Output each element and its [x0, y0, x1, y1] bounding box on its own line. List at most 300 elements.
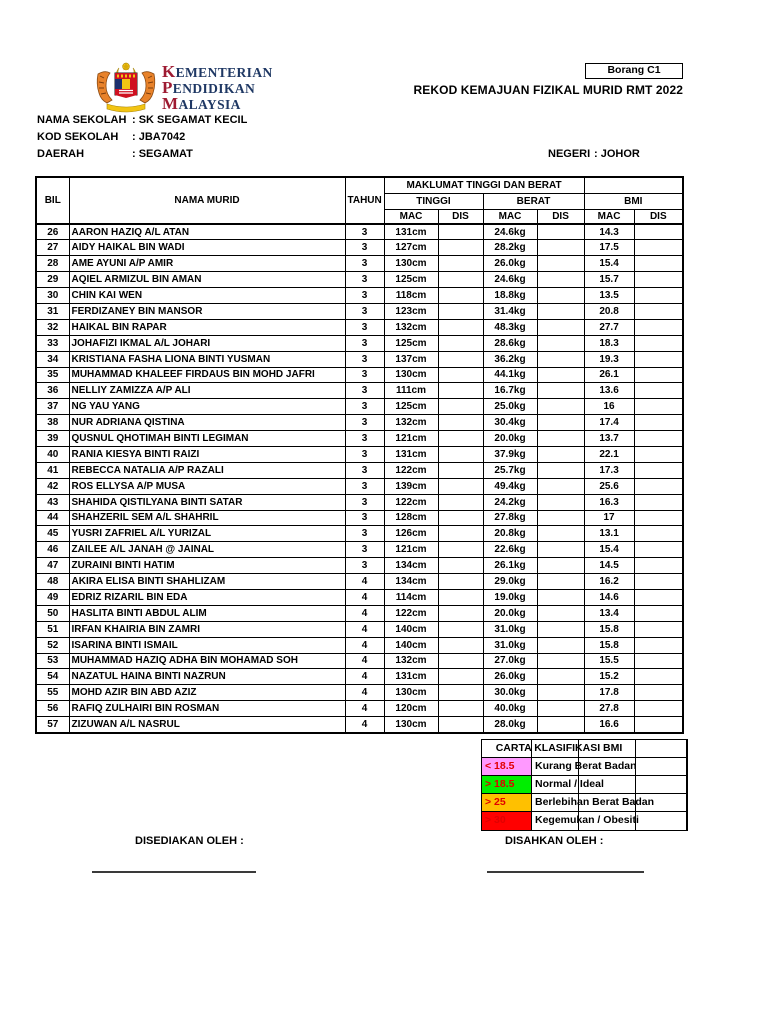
cell-bil: 44 — [36, 510, 69, 526]
cell-bmi-mac: 15.8 — [584, 621, 634, 637]
cell-height-mac: 137cm — [384, 351, 438, 367]
cell-year: 3 — [345, 526, 384, 542]
cell-weight-dis — [537, 462, 584, 478]
cell-bil: 42 — [36, 478, 69, 494]
cell-year: 3 — [345, 335, 384, 351]
cell-weight-dis — [537, 478, 584, 494]
cell-weight-dis — [537, 446, 584, 462]
cell-height-dis — [438, 303, 483, 319]
table-row — [36, 574, 683, 590]
ministry-line-3: MALAYSIA — [162, 94, 241, 113]
cell-height-mac: 131cm — [384, 446, 438, 462]
cell-bmi-mac: 13.6 — [584, 383, 634, 399]
cell-bmi-mac: 16 — [584, 399, 634, 415]
school-code-label: KOD SEKOLAH — [37, 131, 119, 143]
col-header-tinggi-mac: MAC — [384, 209, 438, 224]
cell-bil: 52 — [36, 637, 69, 653]
cell-bmi-mac: 14.3 — [584, 224, 634, 240]
cell-student-name: HAIKAL BIN RAPAR — [69, 319, 345, 335]
cell-year: 3 — [345, 431, 384, 447]
cell-height-dis — [438, 494, 483, 510]
cell-weight-mac: 24.6kg — [483, 272, 537, 288]
cell-bmi-mac: 17.3 — [584, 462, 634, 478]
cell-year: 3 — [345, 446, 384, 462]
bmi-range-value: < 18.5 — [485, 760, 515, 772]
cell-student-name: MUHAMMAD KHALEEF FIRDAUS BIN MOHD JAFRI — [69, 367, 345, 383]
cell-height-mac: 121cm — [384, 542, 438, 558]
bmi-range-value: > 30 — [485, 814, 506, 826]
cell-height-mac: 132cm — [384, 415, 438, 431]
table-row — [36, 399, 683, 415]
cell-weight-dis — [537, 589, 584, 605]
bmi-classification-label: Kurang Berat Badan — [535, 760, 637, 772]
cell-student-name: AKIRA ELISA BINTI SHAHLIZAM — [69, 574, 345, 590]
cell-student-name: MOHD AZIR BIN ABD AZIZ — [69, 685, 345, 701]
cell-height-dis — [438, 319, 483, 335]
cell-height-dis — [438, 589, 483, 605]
cell-weight-mac: 36.2kg — [483, 351, 537, 367]
cell-weight-dis — [537, 335, 584, 351]
cell-height-dis — [438, 653, 483, 669]
cell-height-dis — [438, 256, 483, 272]
cell-bmi-mac: 15.4 — [584, 256, 634, 272]
cell-weight-dis — [537, 256, 584, 272]
cell-student-name: ZIZUWAN A/L NASRUL — [69, 717, 345, 733]
approved-by-signature-line — [487, 871, 644, 873]
ministry-line-2: PENDIDIKAN — [162, 78, 256, 97]
cell-bmi-dis — [634, 224, 683, 240]
col-header-tahun: TAHUN — [345, 177, 384, 224]
cell-bmi-dis — [634, 415, 683, 431]
cell-bmi-dis — [634, 256, 683, 272]
district-row — [37, 146, 247, 163]
col-header-berat-mac: MAC — [483, 209, 537, 224]
cell-bil: 45 — [36, 526, 69, 542]
cell-height-dis — [438, 669, 483, 685]
cell-year: 4 — [345, 637, 384, 653]
prepared-by-signature-line — [92, 871, 256, 873]
cell-bmi-dis — [634, 494, 683, 510]
cell-student-name: NAZATUL HAINA BINTI NAZRUN — [69, 669, 345, 685]
cell-bmi-mac: 17.4 — [584, 415, 634, 431]
cell-bil: 36 — [36, 383, 69, 399]
cell-bmi-dis — [634, 383, 683, 399]
cell-bil: 43 — [36, 494, 69, 510]
cell-student-name: HASLITA BINTI ABDUL ALIM — [69, 605, 345, 621]
cell-height-mac: 131cm — [384, 669, 438, 685]
cell-weight-dis — [537, 319, 584, 335]
cell-height-mac: 131cm — [384, 224, 438, 240]
cell-bil: 26 — [36, 224, 69, 240]
cell-year: 3 — [345, 256, 384, 272]
table-row — [36, 303, 683, 319]
bmi-classification-label: Berlebihan Berat Badan — [535, 796, 655, 808]
cell-student-name: NELLIY ZAMIZZA A/P ALI — [69, 383, 345, 399]
cell-height-dis — [438, 272, 483, 288]
cell-student-name: SHAHIDA QISTILYANA BINTI SATAR — [69, 494, 345, 510]
cell-weight-dis — [537, 653, 584, 669]
cell-student-name: SHAHZERIL SEM A/L SHAHRIL — [69, 510, 345, 526]
cell-height-mac: 123cm — [384, 303, 438, 319]
cell-height-mac: 140cm — [384, 621, 438, 637]
ministry-line-1: KEMENTERIAN — [162, 62, 273, 81]
cell-year: 3 — [345, 542, 384, 558]
cell-height-mac: 132cm — [384, 319, 438, 335]
cell-bil: 35 — [36, 367, 69, 383]
school-name-value: : SK SEGAMAT KECIL — [132, 114, 248, 126]
cell-height-mac: 122cm — [384, 605, 438, 621]
table-row — [36, 431, 683, 447]
cell-student-name: NUR ADRIANA QISTINA — [69, 415, 345, 431]
cell-bmi-dis — [634, 605, 683, 621]
cell-weight-dis — [537, 701, 584, 717]
bmi-chart-row — [482, 794, 687, 812]
cell-year: 3 — [345, 478, 384, 494]
table-row — [36, 224, 683, 240]
table-row — [36, 256, 683, 272]
col-header-berat-dis: DIS — [537, 209, 584, 224]
cell-weight-dis — [537, 288, 584, 304]
table-row — [36, 446, 683, 462]
cell-bmi-mac: 20.8 — [584, 303, 634, 319]
cell-bmi-mac: 13.4 — [584, 605, 634, 621]
cell-height-mac: 125cm — [384, 335, 438, 351]
cell-height-mac: 134cm — [384, 574, 438, 590]
cell-year: 3 — [345, 224, 384, 240]
state-label: NEGERI — [548, 148, 591, 160]
bmi-chart-row — [482, 776, 687, 794]
cell-height-dis — [438, 558, 483, 574]
cell-height-mac: 118cm — [384, 288, 438, 304]
cell-weight-dis — [537, 399, 584, 415]
table-row — [36, 717, 683, 733]
col-header-bmi-dis: DIS — [634, 209, 683, 224]
cell-bil: 27 — [36, 240, 69, 256]
prepared-by-label: DISEDIAKAN OLEH : — [135, 835, 244, 847]
cell-height-dis — [438, 288, 483, 304]
cell-height-mac: 122cm — [384, 462, 438, 478]
student-records-table — [35, 176, 684, 734]
cell-bil: 28 — [36, 256, 69, 272]
cell-bmi-dis — [634, 510, 683, 526]
table-row — [36, 319, 683, 335]
cell-height-dis — [438, 351, 483, 367]
table-row — [36, 685, 683, 701]
cell-student-name: ROS ELLYSA A/P MUSA — [69, 478, 345, 494]
cell-year: 4 — [345, 701, 384, 717]
cell-weight-mac: 48.3kg — [483, 319, 537, 335]
cell-bil: 49 — [36, 589, 69, 605]
cell-height-dis — [438, 224, 483, 240]
table-row — [36, 669, 683, 685]
cell-height-mac: 134cm — [384, 558, 438, 574]
cell-height-dis — [438, 526, 483, 542]
cell-bil: 40 — [36, 446, 69, 462]
cell-student-name: RAFIQ ZULHAIRI BIN ROSMAN — [69, 701, 345, 717]
bmi-classification-label: Normal / Ideal — [535, 778, 604, 790]
malaysia-coat-of-arms-icon — [95, 60, 157, 114]
cell-student-name: YUSRI ZAFRIEL A/L YURIZAL — [69, 526, 345, 542]
cell-height-dis — [438, 367, 483, 383]
col-header-group: MAKLUMAT TINGGI DAN BERAT — [384, 177, 584, 193]
cell-weight-mac: 28.6kg — [483, 335, 537, 351]
cell-height-mac: 114cm — [384, 589, 438, 605]
cell-bil: 37 — [36, 399, 69, 415]
cell-bmi-dis — [634, 653, 683, 669]
cell-height-mac: 111cm — [384, 383, 438, 399]
cell-bmi-dis — [634, 621, 683, 637]
cell-bmi-mac: 27.7 — [584, 319, 634, 335]
cell-weight-mac: 44.1kg — [483, 367, 537, 383]
cell-year: 4 — [345, 653, 384, 669]
cell-weight-mac: 31.0kg — [483, 621, 537, 637]
cell-weight-dis — [537, 272, 584, 288]
cell-student-name: ZURAINI BINTI HATIM — [69, 558, 345, 574]
table-row — [36, 701, 683, 717]
cell-student-name: AARON HAZIQ A/L ATAN — [69, 224, 345, 240]
cell-bmi-dis — [634, 574, 683, 590]
cell-height-mac: 140cm — [384, 637, 438, 653]
cell-year: 3 — [345, 510, 384, 526]
cell-bmi-mac: 17.8 — [584, 685, 634, 701]
col-header-bmi-mac: MAC — [584, 209, 634, 224]
cell-bmi-mac: 14.6 — [584, 589, 634, 605]
table-row — [36, 558, 683, 574]
cell-student-name: IRFAN KHAIRIA BIN ZAMRI — [69, 621, 345, 637]
cell-bmi-mac: 13.1 — [584, 526, 634, 542]
cell-weight-mac: 26.0kg — [483, 256, 537, 272]
cell-bil: 57 — [36, 717, 69, 733]
cell-bil: 39 — [36, 431, 69, 447]
cell-student-name: NG YAU YANG — [69, 399, 345, 415]
cell-weight-mac: 30.0kg — [483, 685, 537, 701]
cell-bmi-mac: 14.5 — [584, 558, 634, 574]
cell-weight-dis — [537, 542, 584, 558]
table-row — [36, 351, 683, 367]
cell-weight-mac: 27.8kg — [483, 510, 537, 526]
school-code-row — [37, 129, 247, 146]
cell-weight-mac: 25.0kg — [483, 399, 537, 415]
cell-bmi-mac: 26.1 — [584, 367, 634, 383]
cell-bmi-dis — [634, 446, 683, 462]
cell-height-dis — [438, 240, 483, 256]
cell-weight-dis — [537, 224, 584, 240]
cell-bmi-dis — [634, 685, 683, 701]
cell-year: 3 — [345, 351, 384, 367]
cell-bmi-mac: 16.6 — [584, 717, 634, 733]
bmi-classification-chart — [481, 739, 688, 831]
school-info — [37, 112, 247, 163]
cell-weight-mac: 24.6kg — [483, 224, 537, 240]
cell-weight-dis — [537, 605, 584, 621]
cell-weight-dis — [537, 717, 584, 733]
cell-weight-dis — [537, 351, 584, 367]
cell-weight-mac: 28.0kg — [483, 717, 537, 733]
cell-bil: 33 — [36, 335, 69, 351]
cell-height-mac: 130cm — [384, 685, 438, 701]
cell-weight-dis — [537, 431, 584, 447]
approved-by-label: DISAHKAN OLEH : — [505, 835, 604, 847]
cell-height-mac: 126cm — [384, 526, 438, 542]
table-row — [36, 510, 683, 526]
cell-height-dis — [438, 621, 483, 637]
cell-bmi-dis — [634, 701, 683, 717]
cell-year: 3 — [345, 240, 384, 256]
cell-weight-dis — [537, 558, 584, 574]
cell-weight-mac: 22.6kg — [483, 542, 537, 558]
cell-student-name: FERDIZANEY BIN MANSOR — [69, 303, 345, 319]
bmi-empty-cell — [636, 812, 687, 830]
cell-year: 3 — [345, 558, 384, 574]
col-header-empty — [584, 177, 683, 193]
cell-student-name: CHIN KAI WEN — [69, 288, 345, 304]
cell-bmi-dis — [634, 335, 683, 351]
table-row — [36, 288, 683, 304]
cell-bmi-mac: 25.6 — [584, 478, 634, 494]
bmi-chart-header-row — [482, 740, 687, 758]
cell-student-name: ISARINA BINTI ISMAIL — [69, 637, 345, 653]
cell-year: 4 — [345, 574, 384, 590]
bmi-chart-title: CARTA KLASIFIKASI BMI — [495, 742, 623, 754]
cell-bil: 51 — [36, 621, 69, 637]
cell-bmi-mac: 15.5 — [584, 653, 634, 669]
cell-weight-dis — [537, 383, 584, 399]
cell-height-mac: 127cm — [384, 240, 438, 256]
cell-weight-mac: 26.1kg — [483, 558, 537, 574]
cell-height-mac: 132cm — [384, 653, 438, 669]
cell-height-dis — [438, 446, 483, 462]
cell-bmi-mac: 16.2 — [584, 574, 634, 590]
cell-bil: 50 — [36, 605, 69, 621]
cell-bmi-mac: 15.4 — [584, 542, 634, 558]
cell-bil: 38 — [36, 415, 69, 431]
cell-student-name: AQIEL ARMIZUL BIN AMAN — [69, 272, 345, 288]
cell-height-mac: 125cm — [384, 272, 438, 288]
cell-year: 3 — [345, 367, 384, 383]
cell-bmi-dis — [634, 303, 683, 319]
bmi-empty-cell — [636, 758, 687, 775]
cell-height-dis — [438, 478, 483, 494]
cell-weight-mac: 40.0kg — [483, 701, 537, 717]
cell-height-dis — [438, 542, 483, 558]
table-row — [36, 240, 683, 256]
table-row — [36, 367, 683, 383]
cell-weight-mac: 19.0kg — [483, 589, 537, 605]
cell-weight-dis — [537, 303, 584, 319]
cell-bmi-mac: 15.8 — [584, 637, 634, 653]
cell-bil: 32 — [36, 319, 69, 335]
cell-height-dis — [438, 685, 483, 701]
cell-height-mac: 139cm — [384, 478, 438, 494]
district-label: DAERAH — [37, 148, 85, 160]
cell-height-dis — [438, 717, 483, 733]
cell-student-name: KRISTIANA FASHA LIONA BINTI YUSMAN — [69, 351, 345, 367]
table-row — [36, 605, 683, 621]
cell-height-mac: 122cm — [384, 494, 438, 510]
table-row — [36, 621, 683, 637]
cell-year: 3 — [345, 272, 384, 288]
cell-height-mac: 125cm — [384, 399, 438, 415]
cell-bil: 56 — [36, 701, 69, 717]
cell-bmi-dis — [634, 288, 683, 304]
cell-year: 4 — [345, 669, 384, 685]
cell-weight-dis — [537, 415, 584, 431]
school-name-label: NAMA SEKOLAH — [37, 114, 127, 126]
cell-bmi-dis — [634, 542, 683, 558]
cell-weight-dis — [537, 669, 584, 685]
cell-bmi-dis — [634, 240, 683, 256]
cell-height-dis — [438, 701, 483, 717]
cell-bil: 47 — [36, 558, 69, 574]
cell-weight-dis — [537, 240, 584, 256]
cell-year: 3 — [345, 494, 384, 510]
cell-bil: 34 — [36, 351, 69, 367]
table-row — [36, 494, 683, 510]
cell-bil: 31 — [36, 303, 69, 319]
cell-bil: 30 — [36, 288, 69, 304]
col-header-berat: BERAT — [483, 193, 584, 209]
page-title: REKOD KEMAJUAN FIZIKAL MURID RMT 2022 — [413, 83, 683, 97]
cell-bmi-dis — [634, 272, 683, 288]
cell-weight-mac: 31.4kg — [483, 303, 537, 319]
bmi-range-value: > 25 — [485, 796, 506, 808]
table-row — [36, 542, 683, 558]
cell-student-name: EDRIZ RIZARIL BIN EDA — [69, 589, 345, 605]
cell-height-dis — [438, 335, 483, 351]
col-header-nama: NAMA MURID — [69, 177, 345, 224]
school-name-row — [37, 112, 247, 129]
cell-height-dis — [438, 431, 483, 447]
bmi-range-value: > 18.5 — [485, 778, 515, 790]
col-header-tinggi: TINGGI — [384, 193, 483, 209]
cell-weight-mac: 26.0kg — [483, 669, 537, 685]
cell-height-dis — [438, 510, 483, 526]
cell-bmi-mac: 15.2 — [584, 669, 634, 685]
cell-height-dis — [438, 605, 483, 621]
cell-year: 4 — [345, 589, 384, 605]
cell-bmi-mac: 15.7 — [584, 272, 634, 288]
cell-weight-mac: 16.7kg — [483, 383, 537, 399]
state-row — [548, 146, 640, 163]
cell-weight-dis — [537, 526, 584, 542]
cell-student-name: ZAILEE A/L JANAH @ JAINAL — [69, 542, 345, 558]
state-value: : JOHOR — [594, 148, 640, 160]
cell-bmi-dis — [634, 399, 683, 415]
cell-weight-mac: 25.7kg — [483, 462, 537, 478]
ministry-name — [162, 64, 273, 112]
cell-bil: 29 — [36, 272, 69, 288]
cell-student-name: AME AYUNI A/P AMIR — [69, 256, 345, 272]
cell-bmi-dis — [634, 589, 683, 605]
cell-bmi-mac: 27.8 — [584, 701, 634, 717]
district-value: : SEGAMAT — [132, 148, 193, 160]
cell-weight-mac: 31.0kg — [483, 637, 537, 653]
cell-height-dis — [438, 383, 483, 399]
cell-student-name: AIDY HAIKAL BIN WADI — [69, 240, 345, 256]
cell-height-dis — [438, 574, 483, 590]
cell-bmi-dis — [634, 669, 683, 685]
cell-weight-mac: 20.0kg — [483, 605, 537, 621]
cell-bmi-dis — [634, 717, 683, 733]
table-row — [36, 272, 683, 288]
cell-weight-mac: 18.8kg — [483, 288, 537, 304]
cell-bmi-mac: 13.7 — [584, 431, 634, 447]
cell-height-dis — [438, 637, 483, 653]
table-row — [36, 415, 683, 431]
cell-bmi-mac: 13.5 — [584, 288, 634, 304]
cell-bmi-mac: 22.1 — [584, 446, 634, 462]
cell-bmi-dis — [634, 637, 683, 653]
